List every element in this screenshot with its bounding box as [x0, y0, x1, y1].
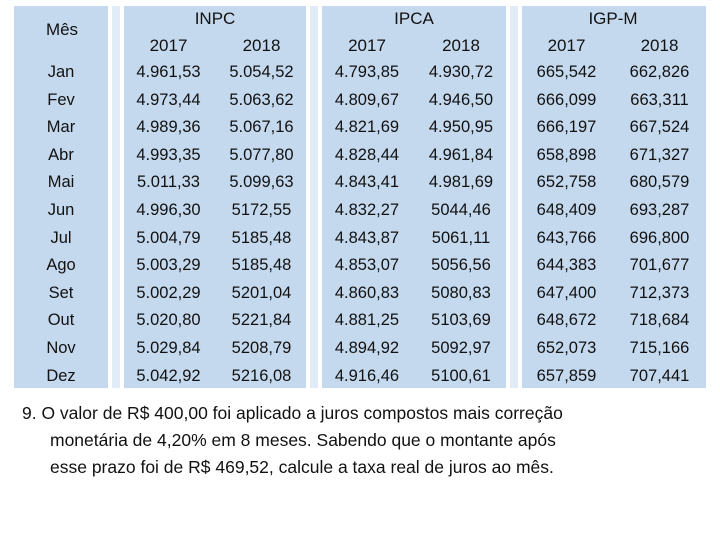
month-cell: Mai — [47, 173, 75, 192]
value-cell: 5208,79 — [231, 339, 292, 357]
value-cell: 5.042,92 — [136, 366, 201, 385]
month-cell: Fev — [47, 90, 75, 109]
value-cell: 4.993,35 — [136, 145, 201, 164]
value-cell: 701,677 — [629, 256, 690, 275]
value-cell: 5.063,62 — [229, 90, 294, 109]
value-cell: 644,383 — [536, 256, 597, 275]
value-cell: 4.843,41 — [334, 173, 400, 192]
value-cell: 5056,56 — [431, 256, 491, 275]
value-cell: 666,197 — [536, 118, 597, 137]
group-header: IPCA — [394, 9, 434, 28]
year-header: 2018 — [640, 36, 679, 55]
value-cell: 657,859 — [536, 366, 597, 385]
value-cell: 666,099 — [536, 90, 597, 109]
value-cell: 5185,48 — [231, 228, 292, 247]
year-header: 2017 — [149, 36, 188, 55]
value-cell: 5185,48 — [231, 256, 292, 275]
value-cell: 4.961,53 — [136, 63, 201, 81]
value-cell: 5.029,84 — [136, 339, 201, 357]
year-header: 2018 — [242, 36, 281, 55]
value-cell: 665,542 — [536, 63, 597, 81]
month-cell: Mar — [46, 118, 76, 137]
month-cell: Ago — [46, 256, 76, 275]
value-cell: 712,373 — [629, 283, 690, 302]
value-cell: 680,579 — [629, 173, 690, 192]
value-cell: 4.916,46 — [334, 366, 400, 385]
value-cell: 5103,69 — [431, 311, 491, 330]
value-cell: 4.828,44 — [334, 145, 400, 164]
value-cell: 4.973,44 — [136, 90, 201, 109]
value-cell: 5216,08 — [231, 366, 292, 385]
value-cell: 4.832,27 — [334, 201, 400, 219]
month-cell: Nov — [46, 339, 76, 357]
value-cell: 648,672 — [536, 311, 597, 330]
value-cell: 5061,11 — [431, 228, 491, 247]
value-cell: 5201,04 — [231, 283, 292, 302]
question-line-3: esse prazo foi de R$ 469,52, calcule a taxa real de juros ao mês. — [50, 457, 554, 477]
value-cell: 5.054,52 — [229, 63, 294, 81]
value-cell: 5172,55 — [231, 201, 292, 219]
value-cell: 4.793,85 — [334, 63, 400, 81]
value-cell: 5100,61 — [431, 366, 491, 385]
value-cell: 693,287 — [629, 201, 690, 219]
value-cell: 652,758 — [536, 173, 597, 192]
value-cell: 4.894,92 — [334, 339, 400, 357]
value-cell: 4.821,69 — [334, 118, 400, 137]
group-header: INPC — [194, 9, 236, 28]
value-cell: 5.011,33 — [136, 173, 200, 192]
value-cell: 5221,84 — [231, 311, 292, 330]
value-cell: 5.020,80 — [136, 311, 201, 330]
value-cell: 647,400 — [536, 283, 597, 302]
year-header: 2018 — [442, 36, 480, 55]
value-cell: 662,826 — [629, 63, 690, 81]
value-cell: 643,766 — [536, 228, 597, 247]
question-line-1: 9. O valor de R$ 400,00 foi aplicado a juros compostos mais correção — [22, 403, 563, 423]
value-cell: 5.004,79 — [136, 228, 201, 247]
month-cell: Jan — [47, 63, 75, 81]
question-line-2: monetária de 4,20% em 8 meses. Sabendo que o montante após — [50, 430, 556, 450]
value-cell: 4.950,95 — [428, 118, 494, 137]
month-header: Mês — [45, 20, 79, 39]
value-cell: 5.077,80 — [229, 145, 294, 164]
value-cell: 671,327 — [629, 145, 690, 164]
value-cell: 715,166 — [629, 339, 690, 357]
value-cell: 4.853,07 — [334, 256, 400, 275]
value-cell: 4.843,87 — [334, 228, 400, 247]
value-cell: 707,441 — [629, 366, 690, 385]
value-cell: 658,898 — [536, 145, 597, 164]
value-cell: 667,524 — [629, 118, 690, 137]
question-text — [22, 400, 702, 481]
value-cell: 4.989,36 — [136, 118, 201, 137]
value-cell: 652,073 — [536, 339, 597, 357]
value-cell: 4.809,67 — [334, 90, 400, 109]
month-cell: Dez — [46, 366, 76, 385]
month-cell: Set — [48, 283, 74, 302]
value-cell: 696,800 — [629, 228, 690, 247]
value-cell: 5.003,29 — [136, 256, 201, 275]
value-cell: 4.930,72 — [428, 63, 494, 81]
month-cell: Abr — [48, 145, 74, 164]
value-cell: 5.099,63 — [229, 173, 294, 192]
value-cell: 4.881,25 — [334, 311, 400, 330]
month-cell: Out — [47, 311, 75, 330]
value-cell: 5044,46 — [431, 201, 491, 219]
value-cell: 5.067,16 — [229, 118, 294, 137]
value-cell: 4.996,30 — [136, 201, 201, 219]
value-cell: 5080,83 — [431, 283, 491, 302]
value-cell: 663,311 — [630, 90, 689, 109]
value-cell: 4.961,84 — [428, 145, 494, 164]
index-table — [14, 6, 706, 388]
value-cell: 718,684 — [629, 311, 690, 330]
value-cell: 5092,97 — [431, 339, 491, 357]
value-cell: 648,409 — [536, 201, 597, 219]
value-cell: 5.002,29 — [136, 283, 201, 302]
year-header: 2017 — [348, 36, 386, 55]
value-cell: 4.981,69 — [428, 173, 494, 192]
value-cell: 4.860,83 — [334, 283, 400, 302]
group-header: IGP-M — [588, 9, 638, 28]
value-cell: 4.946,50 — [428, 90, 494, 109]
year-header: 2017 — [547, 36, 586, 55]
month-cell: Jul — [50, 228, 72, 247]
month-cell: Jun — [47, 201, 75, 219]
